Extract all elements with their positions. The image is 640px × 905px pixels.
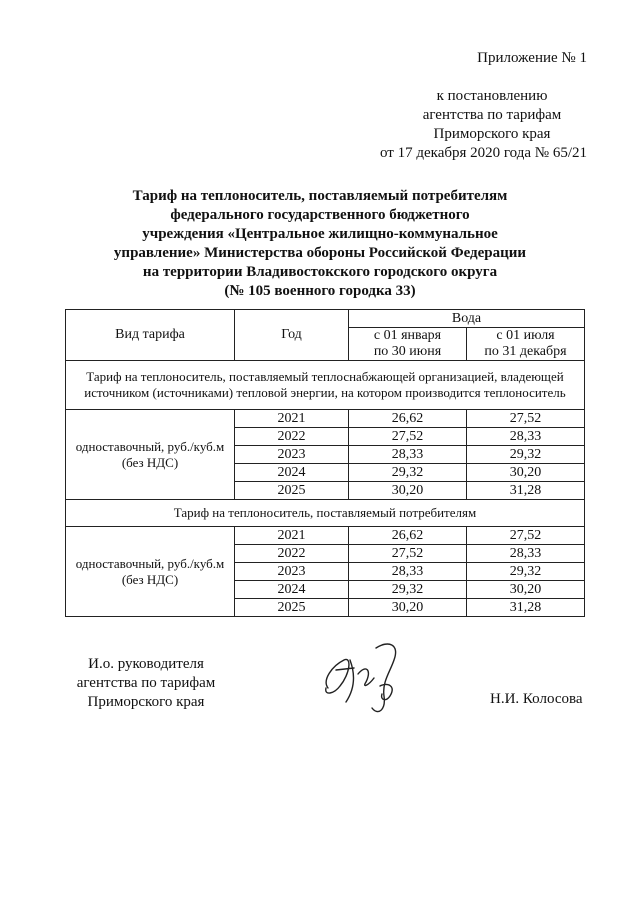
- row-label: [66, 527, 235, 617]
- value-cell: 28,33: [349, 563, 467, 581]
- title-line: учреждения «Центральное жилищно-коммунальное: [142, 226, 498, 242]
- appendix-line: агентства по тарифам: [422, 107, 562, 123]
- year-cell: 2023: [235, 563, 349, 581]
- appendix-header: [372, 49, 612, 163]
- title-line: управление» Министерства обороны Российской Федерации: [113, 245, 527, 261]
- year-cell: 2025: [235, 482, 349, 500]
- column-header-water: Вода: [349, 310, 585, 328]
- appendix-line: Приморского края: [433, 126, 551, 142]
- table-row: [66, 527, 585, 545]
- year-cell: 2022: [235, 428, 349, 446]
- row-label-line: одноставочный, руб./куб.м: [75, 555, 225, 571]
- appendix-title: Приложение № 1: [477, 50, 587, 66]
- year-cell: 2021: [235, 410, 349, 428]
- value-cell: 28,33: [467, 428, 585, 446]
- row-label-line: (без НДС): [121, 571, 179, 587]
- tariff-table: [65, 309, 585, 617]
- title-line: (№ 105 военного городка 33): [224, 283, 416, 299]
- value-cell: 27,52: [467, 527, 585, 545]
- title-line: Тариф на теплоноситель, поставляемый потребителям: [132, 188, 508, 204]
- section-title: Тариф на теплоноситель, поставляемый теплоснабжающей организацией, владеющей источником (источниками) тепловой энергии, на котором производится теплоноситель: [66, 361, 585, 410]
- period-1-to: по 30 июня: [373, 344, 442, 359]
- value-cell: 29,32: [467, 563, 585, 581]
- value-cell: 29,32: [467, 446, 585, 464]
- title-line: федерального государственного бюджетного: [170, 207, 470, 223]
- table-row: [66, 410, 585, 428]
- value-cell: 26,62: [349, 527, 467, 545]
- period-2-from: с 01 июля: [496, 328, 555, 343]
- row-label-line: одноставочный, руб./куб.м: [75, 438, 225, 454]
- position-line: Приморского края: [87, 694, 205, 710]
- section-title: Тариф на теплоноситель, поставляемый потребителям: [66, 500, 585, 527]
- column-header-tariff-type: Вид тарифа: [66, 310, 235, 361]
- document-title: [80, 187, 560, 301]
- title-line: на территории Владивостокского городского округа: [142, 264, 498, 280]
- position-line: агентства по тарифам: [76, 675, 216, 691]
- value-cell: 29,32: [349, 581, 467, 599]
- value-cell: 29,32: [349, 464, 467, 482]
- appendix-date-line: от 17 декабря 2020 года № 65/21: [379, 145, 587, 161]
- year-cell: 2023: [235, 446, 349, 464]
- appendix-line: к постановлению: [436, 88, 548, 104]
- row-label-line: (без НДС): [121, 454, 179, 470]
- position-line: И.о. руководителя: [88, 656, 204, 672]
- value-cell: 28,33: [349, 446, 467, 464]
- year-cell: 2025: [235, 599, 349, 617]
- value-cell: 31,28: [467, 599, 585, 617]
- year-cell: 2024: [235, 464, 349, 482]
- row-label: [66, 410, 235, 500]
- year-cell: 2021: [235, 527, 349, 545]
- column-header-year: Год: [235, 310, 349, 361]
- value-cell: 27,52: [349, 428, 467, 446]
- column-header-period-1: [349, 328, 467, 361]
- period-2-to: по 31 декабря: [484, 344, 567, 359]
- value-cell: 28,33: [467, 545, 585, 563]
- value-cell: 30,20: [349, 599, 467, 617]
- year-cell: 2024: [235, 581, 349, 599]
- period-1-from: с 01 января: [373, 328, 442, 343]
- value-cell: 26,62: [349, 410, 467, 428]
- value-cell: 27,52: [467, 410, 585, 428]
- value-cell: 30,20: [467, 581, 585, 599]
- column-header-period-2: [467, 328, 585, 361]
- value-cell: 31,28: [467, 482, 585, 500]
- handwritten-signature: [310, 630, 420, 720]
- year-cell: 2022: [235, 545, 349, 563]
- value-cell: 27,52: [349, 545, 467, 563]
- value-cell: 30,20: [349, 482, 467, 500]
- signatory-position: [66, 655, 226, 712]
- value-cell: 30,20: [467, 464, 585, 482]
- signatory-name: Н.И. Колосова: [490, 691, 583, 707]
